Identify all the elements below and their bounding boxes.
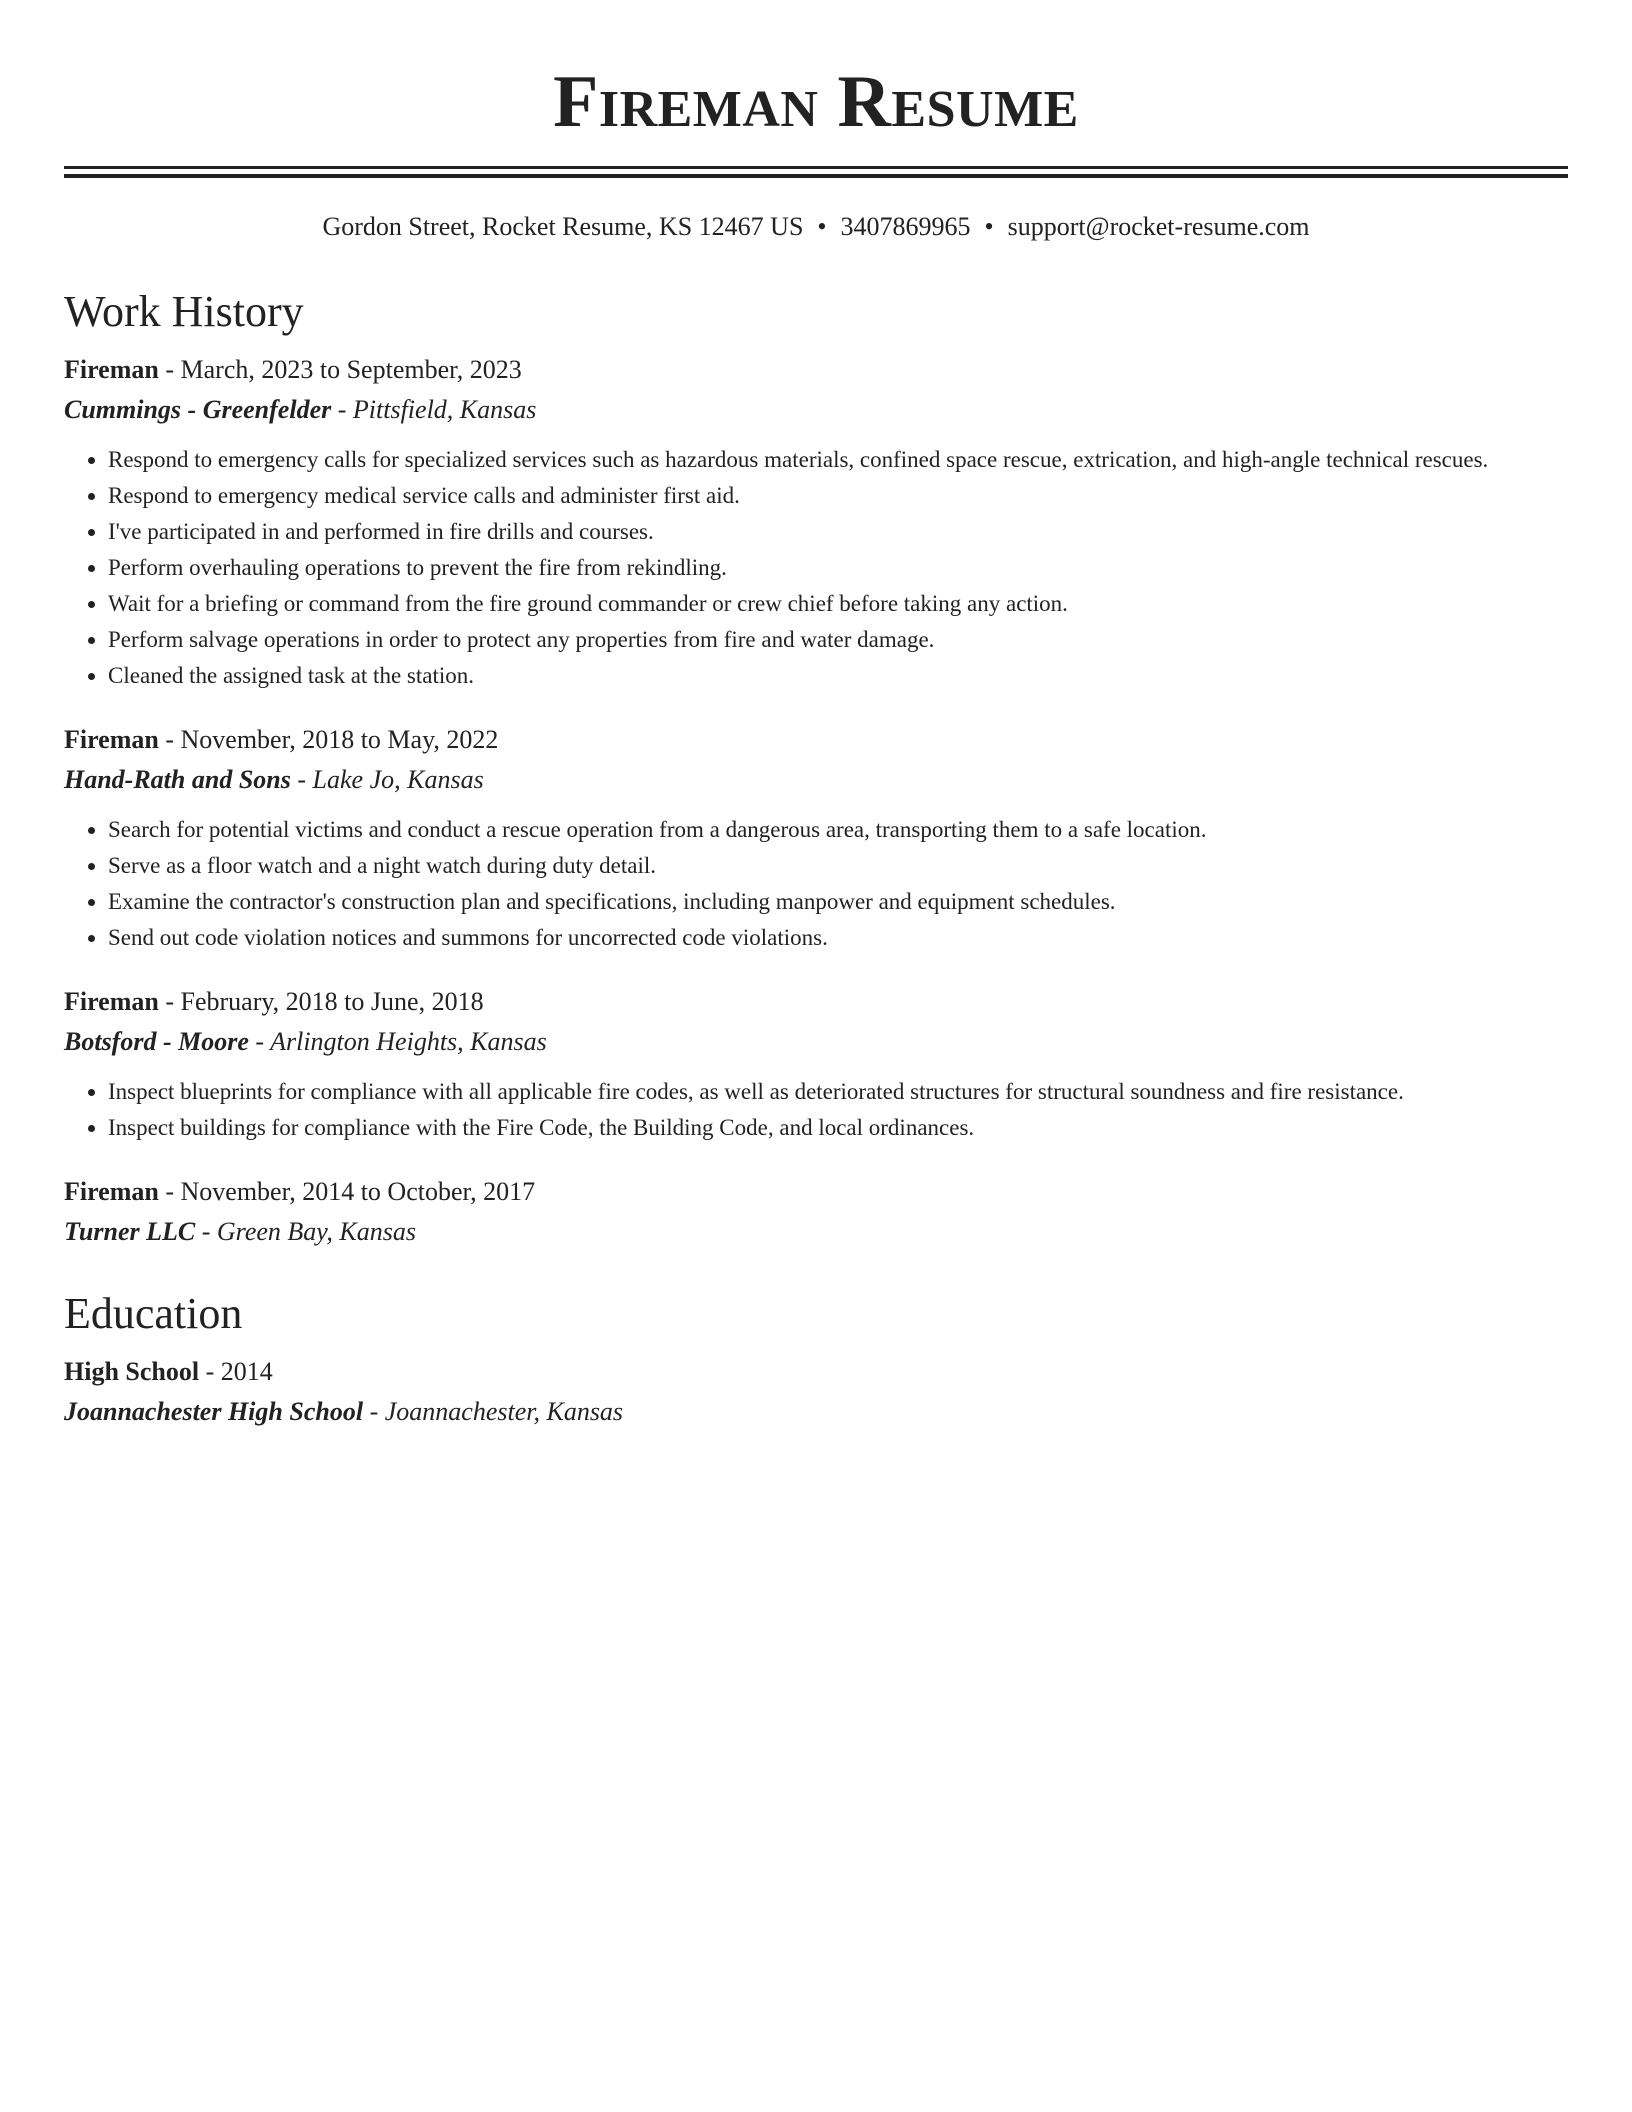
work-history-heading: Work History xyxy=(64,287,304,336)
job-entry xyxy=(64,982,1568,1146)
job-title-line: Fireman - March, 2023 to September, 2023 xyxy=(64,355,522,384)
job-entry xyxy=(64,720,1568,956)
job-dates: February, 2018 to June, 2018 xyxy=(180,987,484,1016)
job-title-line: Fireman - November, 2014 to October, 2017 xyxy=(64,1177,536,1206)
job-company-line: Botsford - Moore - Arlington Heights, Kansas xyxy=(64,1027,547,1056)
list-item: • Wait for a briefing or command from the fire ground commander or crew chief before taking any action. xyxy=(108,586,1568,622)
education-degree-line: High School - 2014 xyxy=(64,1357,273,1386)
list-item: • Serve as a floor watch and a night watch during duty detail. xyxy=(108,848,1568,884)
list-item: • Perform overhauling operations to prevent the fire from rekindling. xyxy=(108,550,1568,586)
job-role: Fireman xyxy=(64,355,159,384)
contact-line xyxy=(64,210,1568,244)
job-company: Botsford - Moore xyxy=(64,1027,249,1056)
list-item: • Respond to emergency calls for specialized services such as hazardous materials, confined space rescue, extrication, and high-angle technical rescues. xyxy=(108,442,1568,478)
education-heading: Education xyxy=(64,1289,243,1338)
job-bullet-list xyxy=(64,1074,1568,1146)
contact-email: support@rocket-resume.com xyxy=(1007,212,1310,241)
job-entry xyxy=(64,1172,1568,1252)
education-school: Joannachester High School xyxy=(64,1397,364,1426)
job-company: Cummings - Greenfelder xyxy=(64,395,332,424)
job-role: Fireman xyxy=(64,725,159,754)
contact-separator: • xyxy=(817,212,827,241)
list-item: • I've participated in and performed in fire drills and courses. xyxy=(108,514,1568,550)
education-location: Joannachester, Kansas xyxy=(384,1397,624,1426)
job-bullet-list xyxy=(64,812,1568,956)
job-location: Green Bay, Kansas xyxy=(216,1217,416,1246)
job-role: Fireman xyxy=(64,1177,159,1206)
list-item: • Cleaned the assigned task at the station. xyxy=(108,658,1568,694)
job-location: Arlington Heights, Kansas xyxy=(270,1027,547,1056)
list-item: • Search for potential victims and conduct a rescue operation from a dangerous area, transporting them to a safe location. xyxy=(108,812,1568,848)
resume-title: Fireman Resume xyxy=(553,61,1079,143)
list-item: • Examine the contractor's construction plan and specifications, including manpower and equipment schedules. xyxy=(108,884,1568,920)
education-school-line: Joannachester High School - Joannachester, Kansas xyxy=(64,1397,624,1426)
contact-phone: 3407869965 xyxy=(840,212,971,241)
list-item: • Respond to emergency medical service calls and administer first aid. xyxy=(108,478,1568,514)
job-location: Pittsfield, Kansas xyxy=(352,395,537,424)
job-company: Turner LLC xyxy=(64,1217,196,1246)
job-role: Fireman xyxy=(64,987,159,1016)
job-location: Lake Jo, Kansas xyxy=(312,765,484,794)
job-dates: November, 2014 to October, 2017 xyxy=(180,1177,536,1206)
education-entry xyxy=(64,1352,1568,1432)
list-item: • Perform salvage operations in order to protect any properties from fire and water damage. xyxy=(108,622,1568,658)
education-year: 2014 xyxy=(220,1357,273,1386)
job-dates: November, 2018 to May, 2022 xyxy=(180,725,499,754)
job-entry xyxy=(64,350,1568,694)
list-item: • Inspect blueprints for compliance with all applicable fire codes, as well as deteriorated structures for structural soundness and fire resistance. xyxy=(108,1074,1568,1110)
job-title-line: Fireman - November, 2018 to May, 2022 xyxy=(64,725,499,754)
job-title-line: Fireman - February, 2018 to June, 2018 xyxy=(64,987,484,1016)
list-item: • Send out code violation notices and summons for uncorrected code violations. xyxy=(108,920,1568,956)
job-dates: March, 2023 to September, 2023 xyxy=(180,355,522,384)
contact-separator: • xyxy=(984,212,994,241)
job-company-line: Turner LLC - Green Bay, Kansas xyxy=(64,1217,416,1246)
list-item: • Inspect buildings for compliance with the Fire Code, the Building Code, and local ordinances. xyxy=(108,1110,1568,1146)
contact-address: Gordon Street, Rocket Resume, KS 12467 US xyxy=(322,212,804,241)
job-bullet-list xyxy=(64,442,1568,694)
education-degree: High School xyxy=(64,1357,200,1386)
job-company-line: Cummings - Greenfelder - Pittsfield, Kansas xyxy=(64,395,537,424)
job-company: Hand-Rath and Sons xyxy=(64,765,291,794)
title-double-rule xyxy=(64,166,1568,178)
job-company-line: Hand-Rath and Sons - Lake Jo, Kansas xyxy=(64,765,484,794)
